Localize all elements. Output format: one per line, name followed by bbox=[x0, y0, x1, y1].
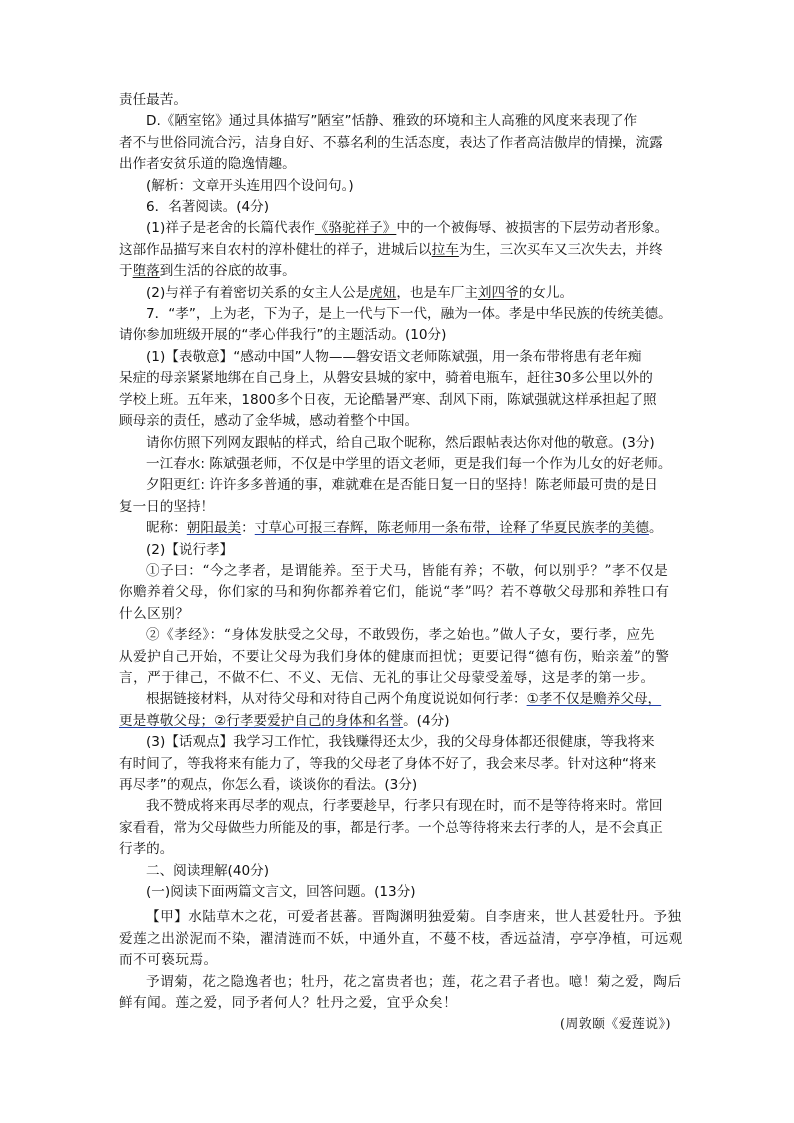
text-line: 复一日的坚持！ bbox=[119, 498, 215, 515]
document-page bbox=[119, 90, 683, 1036]
link-question-text: 根据链接材料，从对待父母和对待自己两个角度说说如何行孝： bbox=[146, 691, 527, 708]
text-line: 什么区别？ bbox=[119, 605, 190, 622]
text-line: 一江春水: 陈斌强老师，不仅是中学里的语文老师，更是我们每一个作为儿女的好老师。 bbox=[146, 455, 672, 472]
text-line: 【甲】水陆草木之花，可爱者甚蕃。晋陶渊明独爱菊。自李唐来，世人甚爱牡丹。予独 bbox=[146, 909, 682, 926]
text-line: 7．“孝”，上为老，下为子，是上一代与下一代，融为一体。孝是中华民族的传统美德。 bbox=[146, 306, 672, 323]
text-line: 夕阳更红: 许许多多普通的事，难就难在是否能日复一日的坚持！陈老师最可贵的是日 bbox=[146, 477, 658, 494]
text-line: 出作者安贫乐道的隐逸情趣。 bbox=[119, 156, 296, 173]
nickname-end: 。 bbox=[648, 520, 663, 537]
classical-text-jia bbox=[119, 907, 683, 1014]
link-answer-part2: 更是尊敬父母；②行孝要爱护自己的身体和名誉 bbox=[119, 712, 404, 729]
text-line: (3)【话观点】我学习工作忙，我钱赚得还太少，我的父母身体都还很健康，等我将来 bbox=[146, 734, 655, 751]
text-line: 于堕落到生活的谷底的故事。 bbox=[119, 263, 296, 280]
nickname-sep: ： bbox=[241, 520, 255, 537]
text-line: 责任最苦。 bbox=[119, 92, 187, 108]
text-line: 呆症的母亲紧紧地绑在自己身上，从磐安县城的家中，骑着电瓶车，赶往30多公里以外的 bbox=[119, 370, 653, 387]
text-line: 这部作品描写来自农村的淳朴健壮的祥子，进城后以拉车为生，三次买车又三次失去，并终 bbox=[119, 241, 663, 258]
answer-block-6-7 bbox=[119, 90, 679, 518]
text-line: ②《孝经》：“身体发肤受之父母，不敢毁伤，孝之始也。”做人子女，要行孝，应先 bbox=[146, 627, 655, 644]
text-line: 你赡养着父母，你们家的马和狗你都养着它们，能说“孝”吗？若不尊敬父母那和养牲口有 bbox=[119, 584, 670, 601]
text-line: 而不可亵玩焉。 bbox=[119, 952, 218, 969]
nickname-answer: 寸草心可报三春辉，陈老师用一条布带，诠释了华夏民族孝的美德 bbox=[254, 520, 649, 537]
text-line: 言，严于律己，不做不仁、不义、无信、无礼的事让父母蒙受羞辱，这是孝的第一步。 bbox=[119, 669, 655, 686]
text-line: 家看看，常为父母做些力所能及的事，都是行孝。一个总等待将来去行孝的人，是不会真正 bbox=[119, 819, 663, 836]
text-line: (解析：文章开头连用四个设问句。) bbox=[146, 177, 354, 194]
text-line: 爱莲之出淤泥而不染，濯清涟而不妖，中通外直，不蔓不枝，香远益清，亭亭净植，可远观 bbox=[119, 930, 683, 947]
nickname-label: 昵称： bbox=[146, 520, 187, 537]
text-line: 再尽孝”的观点，你怎么看，谈谈你的看法。(3分) bbox=[119, 777, 418, 793]
link-answer-part1: ①孝不仅是赡养父母， bbox=[526, 691, 662, 708]
text-line: ①子曰：“今之孝者，是谓能养。至于犬马，皆能有养；不敬，何以别乎？”孝不仅是 bbox=[146, 562, 669, 579]
text-line: 顾母亲的责任，感动了金华城，感动着整个中国。 bbox=[119, 413, 419, 430]
text-line: 6．名著阅读。(4分) bbox=[146, 199, 270, 216]
text-line: (1)祥子是老舍的长篇代表作《骆驼祥子》中的一个被侮辱、被损害的下层劳动者形象。 bbox=[146, 220, 669, 237]
text-line: (一)阅读下面两篇文言文，回答问题。(13分) bbox=[146, 884, 416, 901]
text-line: 从爱护自己开始，不要让父母为我们身体的健康而担忧；更要记得“德有伤，贻亲羞”的警 bbox=[119, 648, 670, 665]
text-line: 者不与世俗同流合污，洁身自好、不慕名利的生活态度，表达了作者高洁傲岸的情操，流露 bbox=[119, 134, 663, 151]
text-line: (2)与祥子有着密切关系的女主人公是虎妞，也是车厂主刘四爷的女儿。 bbox=[146, 284, 574, 301]
nickname-answer-line bbox=[119, 518, 679, 539]
text-line: 二、阅读理解(40分) bbox=[146, 862, 270, 879]
text-line: 予谓菊，花之隐逸者也；牡丹，花之富贵者也；莲，花之君子者也。噫！菊之爱，陶后 bbox=[146, 973, 682, 990]
text-line: D.《陋室铭》通过具体描写”陋室”恬静、雅致的环境和主人高雅的风度来表现了作 bbox=[146, 113, 638, 130]
text-line: 有时间了，等我将来有能力了，等我的父母老了身体不好了，我会来尽孝。针对这种“将来 bbox=[119, 755, 657, 772]
link-question-line-2 bbox=[119, 711, 679, 732]
text-line: (2)【说行孝】 bbox=[146, 541, 234, 558]
quoted-materials bbox=[119, 561, 679, 689]
nickname-value: 朝阳最美 bbox=[186, 520, 242, 537]
link-question-line bbox=[119, 689, 679, 710]
section-2-heading bbox=[119, 540, 679, 561]
text-line: 学校上班。五年来，1800多个日夜，无论酷暑严寒、刮风下雨，陈斌强就这样承担起了照 bbox=[119, 391, 657, 408]
text-line: (1)【表敬意】“感动中国”人物——磐安语文老师陈斌强，用一条布带将患有老年痴 bbox=[146, 348, 642, 365]
link-question-end: 。(4分) bbox=[403, 712, 450, 729]
text-line: 请你仿照下列网友跟帖的样式，给自己取个昵称，然后跟帖表达你对他的敬意。(3分) bbox=[146, 434, 655, 451]
text-line: 我不赞成将来再尽孝的观点，行孝要趁早，行孝只有现在时，而不是等待将来时。常回 bbox=[146, 798, 663, 815]
text-line: 鲜有闻。莲之爱，同予者何人？牡丹之爱，宜乎众矣！ bbox=[119, 995, 458, 1012]
source-citation: (周敦颐《爱莲说》) bbox=[560, 1017, 671, 1033]
text-line: 行孝的。 bbox=[119, 841, 174, 858]
section-3-and-reading bbox=[119, 732, 679, 903]
text-line: 请你参加班级开展的“孝心伴我行”的主题活动。(10分) bbox=[119, 327, 447, 344]
